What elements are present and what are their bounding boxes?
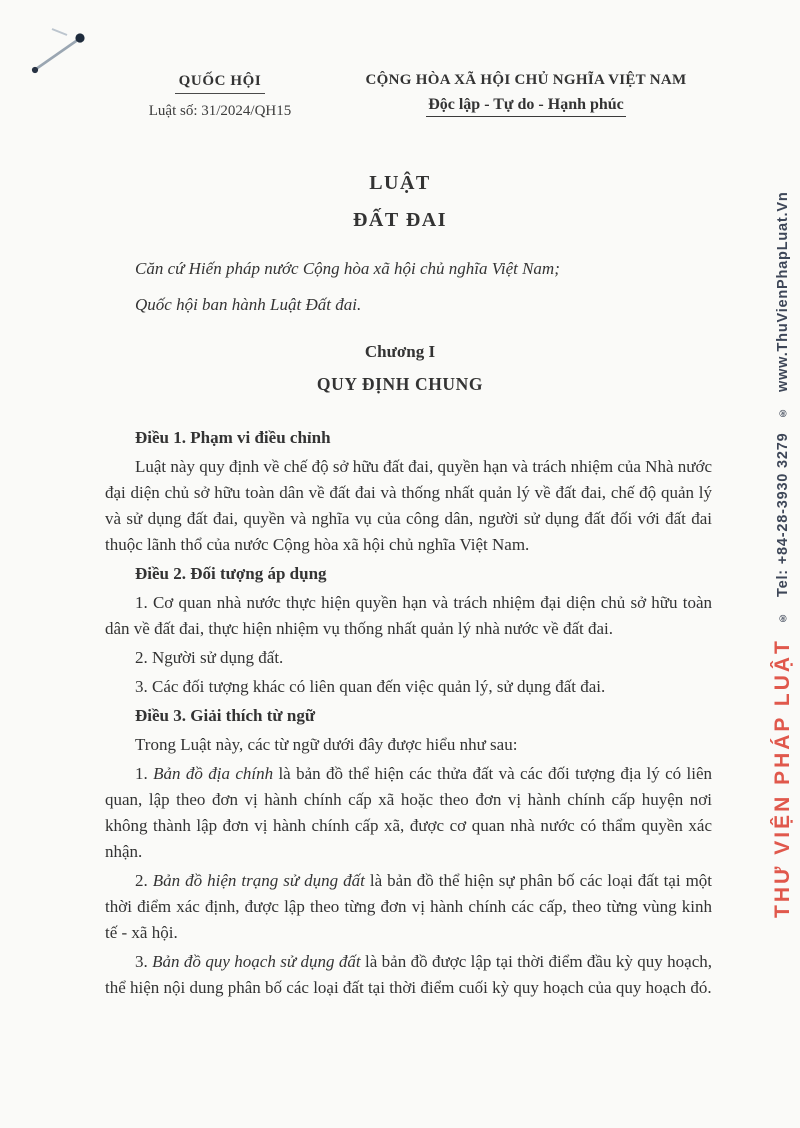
document-body [105,425,712,1001]
registered-trademark-icon: ® [777,612,789,624]
sidebar-watermark [771,182,795,918]
defined-term: Bản đồ quy hoạch sử dụng đất [152,952,361,971]
defined-term: Bản đồ địa chính [153,764,274,783]
definition-item [105,761,712,865]
definition-item [105,868,712,946]
article-1-heading: Điều 1. Phạm vi điều chỉnh [135,428,331,447]
definition-text: là bản đồ thể hiện sự phân bố các loại đất tại một thời điểm xác định, được lập theo từng đơn vị hành chính các cấp, theo từng vùng kinh tế - xã hội. [105,871,713,942]
chapter-label: Chương I [364,342,436,361]
watermark-brand: THƯ VIỆN PHÁP LUẬT [771,638,794,918]
document-header [0,0,800,120]
definition-number: 2. [135,871,153,890]
law-title-line2: ĐẤT ĐAI [352,209,448,231]
watermark-phone: Tel: +84-28-3930 3279 [775,432,791,598]
law-number: Luật số: 31/2024/QH15 [148,103,292,119]
preamble-line: Quốc hội ban hành Luật Đất đai. [135,295,362,314]
definition-number: 1. [135,764,154,783]
article-2-item: 2. Người sử dụng đất. [135,648,284,667]
issuing-authority: QUỐC HỘI [175,73,266,94]
definition-number: 3. [135,952,153,971]
law-title-line1: LUẬT [369,172,431,194]
article-2-item: 3. Các đối tượng khác có liên quan đến việc quản lý, sử dụng đất đai. [135,677,606,696]
definition-text: là bản đồ thể hiện các thửa đất và các đối tượng địa lý có liên quan, lập theo đơn vị hành chính cấp xã hoặc theo đơn vị hành chính cấp huyện nơi không thành lập đơn vị hành chính cấp xã, được cơ quan nhà nước có thẩm quyền xác nhận. [105,764,712,861]
article-3-intro: Trong Luật này, các từ ngữ dưới đây được hiểu như sau: [135,735,518,754]
article-1-body: Luật này quy định về chế độ sở hữu đất đai, quyền hạn và trách nhiệm của Nhà nước đại diện chủ sở hữu toàn dân về đất đai và thống nhất quản lý về đất đai, chế độ quản lý và sử dụng đất đai, quyền và nghĩa vụ của công dân, người sử dụng đất đối với đất đai thuộc lãnh thổ của nước Cộng hòa xã hội chủ nghĩa Việt Nam. [105,457,712,554]
national-header-block [340,72,712,120]
chapter-heading [0,342,800,395]
staple-mark-icon [22,16,102,86]
registered-trademark-icon: ® [777,406,789,418]
article-2-item: 1. Cơ quan nhà nước thực hiện quyền hạn và trách nhiệm đại diện chủ sở hữu toàn dân về đất đai, thực hiện nhiệm vụ thống nhất quản lý nhà nước về đất đai. [105,593,712,638]
watermark-website: www.ThuVienPhapLuat.Vn [775,191,791,392]
preamble [135,257,712,316]
country-name: CỘNG HÒA XÃ HỘI CHỦ NGHĨA VIỆT NAM [365,72,687,88]
national-motto: Độc lập - Tự do - Hạnh phúc [426,96,626,117]
law-title [0,172,800,232]
article-2-heading: Điều 2. Đối tượng áp dụng [135,564,327,583]
definition-item [105,949,712,1001]
preamble-line: Căn cứ Hiến pháp nước Cộng hòa xã hội chủ nghĩa Việt Nam; [135,259,560,278]
definition-text: là bản đồ được lập tại thời điểm đầu kỳ quy hoạch, thể hiện nội dung phân bố các loại đất tại thời điểm cuối kỳ quy hoạch của quy hoạch đó. [105,952,713,997]
article-3-heading: Điều 3. Giải thích từ ngữ [135,706,316,725]
defined-term: Bản đồ hiện trạng sử dụng đất [152,871,365,890]
issuing-authority-block [100,72,340,120]
chapter-title: QUY ĐỊNH CHUNG [316,374,484,394]
